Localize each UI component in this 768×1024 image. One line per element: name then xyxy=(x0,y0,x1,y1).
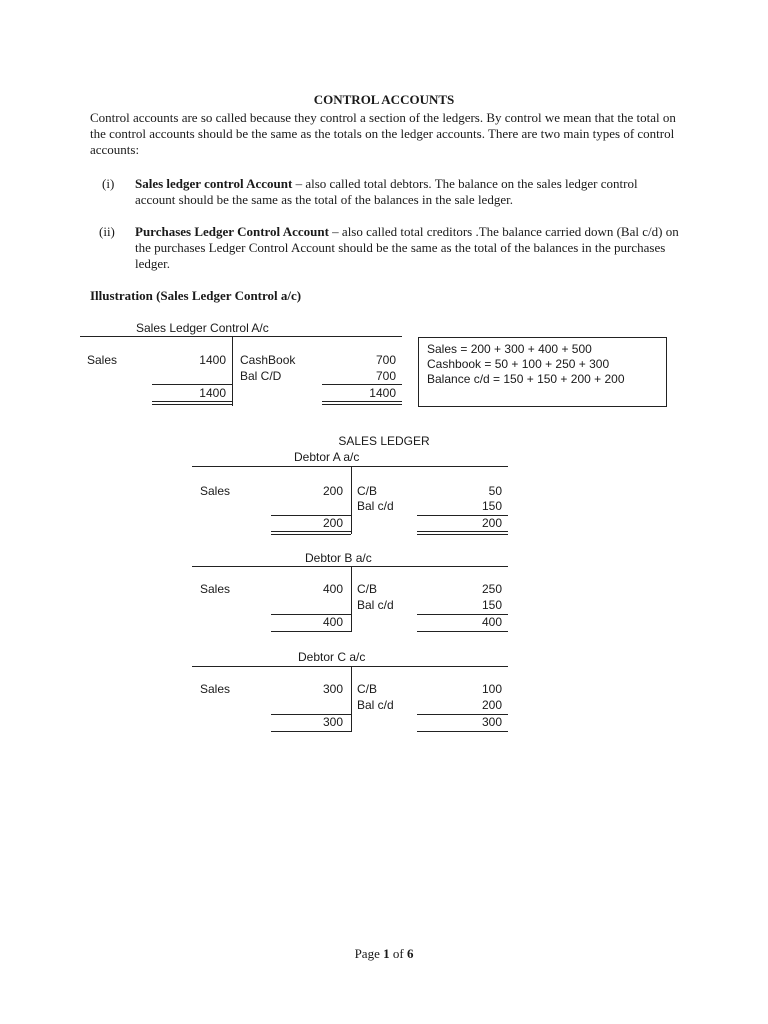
debtor-total-left: 300 xyxy=(322,715,343,729)
sales-ledger-title: SALES LEDGER xyxy=(338,434,430,448)
item-2-number: (ii) xyxy=(99,224,115,239)
debtor-debit-amount: 200 xyxy=(322,484,343,498)
footer-page-number: 1 xyxy=(383,946,390,961)
debtor-credit-amount-2: 150 xyxy=(481,598,502,612)
single-rule-left xyxy=(271,631,351,632)
control-account-title: Sales Ledger Control A/c xyxy=(136,321,269,335)
item-1-number: (i) xyxy=(102,176,115,191)
item-2-heading: Purchases Ledger Control Account xyxy=(135,224,329,239)
single-rule-left xyxy=(271,731,351,732)
debtor-total-right: 200 xyxy=(481,516,502,530)
t-account-divider xyxy=(232,336,233,406)
debtor-total-right: 300 xyxy=(481,715,502,729)
debtor-credit-amount-2: 200 xyxy=(481,698,502,712)
page-title: CONTROL ACCOUNTS xyxy=(313,92,455,107)
illustration-heading: Illustration (Sales Ledger Control a/c) xyxy=(90,288,302,303)
double-rule-left-b xyxy=(152,404,232,405)
control-credit-label-1: CashBook xyxy=(240,353,296,367)
t-account-divider xyxy=(351,566,352,632)
control-total-left: 1400 xyxy=(199,386,226,400)
control-credit-amount-1: 700 xyxy=(375,353,396,367)
double-rule-left-a xyxy=(152,401,232,402)
double-rule-right-b xyxy=(322,404,402,405)
debtor-credit-label-2: Bal c/d xyxy=(357,698,394,712)
debtor-debit-label: Sales xyxy=(200,682,231,696)
item-2-text xyxy=(135,224,680,272)
item-2-body: – also called total creditors .The balance carried down (Bal c/d) on the purchases Ledger Control Account should be the same as the total of the balances in the purchases ledger. xyxy=(135,224,679,271)
debtor-credit-label-1: C/B xyxy=(357,484,378,498)
control-debit-label: Sales xyxy=(87,353,118,367)
control-credit-amount-2: 700 xyxy=(375,369,396,383)
intro-paragraph: Control accounts are so called because they control a section of the ledgers. By control we mean that the total on the control accounts should be the same as the totals on the ledger accounts. There are two main types of control accounts: xyxy=(90,110,676,157)
debtor-debit-amount: 300 xyxy=(322,682,343,696)
debtor-credit-amount-2: 150 xyxy=(481,499,502,513)
t-account-top-rule xyxy=(192,566,508,567)
double-rule-left-a xyxy=(271,531,351,532)
debtor-total-right: 400 xyxy=(481,615,502,629)
double-rule-left-b xyxy=(271,534,351,535)
debtor-debit-amount: 400 xyxy=(322,582,343,596)
debtor-debit-label: Sales xyxy=(200,582,231,596)
debtor-total-left: 400 xyxy=(322,615,343,629)
debtor-credit-label-1: C/B xyxy=(357,582,378,596)
control-total-right: 1400 xyxy=(369,386,396,400)
debtor-credit-label-2: Bal c/d xyxy=(357,499,394,513)
debtor-total-left: 200 xyxy=(322,516,343,530)
single-rule-right xyxy=(417,631,508,632)
t-account-top-rule xyxy=(192,666,508,667)
t-account-divider xyxy=(351,466,352,534)
t-account-divider xyxy=(351,666,352,732)
t-account-top-rule xyxy=(80,336,402,337)
debtor-credit-amount-1: 250 xyxy=(481,582,502,596)
debtor-credit-amount-1: 50 xyxy=(488,484,502,498)
control-debit-amount: 1400 xyxy=(199,353,226,367)
total-rule-left xyxy=(152,384,232,385)
control-credit-label-2: Bal C/D xyxy=(240,369,282,383)
double-rule-right-a xyxy=(322,401,402,402)
debtor-credit-amount-1: 100 xyxy=(481,682,502,696)
double-rule-right-b xyxy=(417,534,508,535)
note-cashbook: Cashbook = 50 + 100 + 250 + 300 xyxy=(427,357,610,371)
debtor-title: Debtor A a/c xyxy=(294,450,360,464)
item-1-heading: Sales ledger control Account xyxy=(135,176,293,191)
footer-of: of xyxy=(389,946,407,961)
page-footer xyxy=(0,946,768,962)
t-account-top-rule xyxy=(192,466,508,467)
note-sales: Sales = 200 + 300 + 400 + 500 xyxy=(427,342,592,356)
double-rule-right-a xyxy=(417,531,508,532)
debtor-debit-label: Sales xyxy=(200,484,231,498)
item-1-text xyxy=(135,176,680,208)
footer-page-total: 6 xyxy=(406,946,414,961)
debtor-title: Debtor C a/c xyxy=(298,650,366,664)
debtor-title: Debtor B a/c xyxy=(305,551,372,565)
item-1-body: – also called total debtors. The balance on the sales ledger control account should be the same as the total of the balances in the sale ledger. xyxy=(135,176,638,207)
total-rule-right xyxy=(322,384,402,385)
debtor-credit-label-1: C/B xyxy=(357,682,378,696)
footer-prefix: Page xyxy=(354,946,384,961)
single-rule-right xyxy=(417,731,508,732)
debtor-credit-label-2: Bal c/d xyxy=(357,598,394,612)
note-balance: Balance c/d = 150 + 150 + 200 + 200 xyxy=(427,372,625,386)
